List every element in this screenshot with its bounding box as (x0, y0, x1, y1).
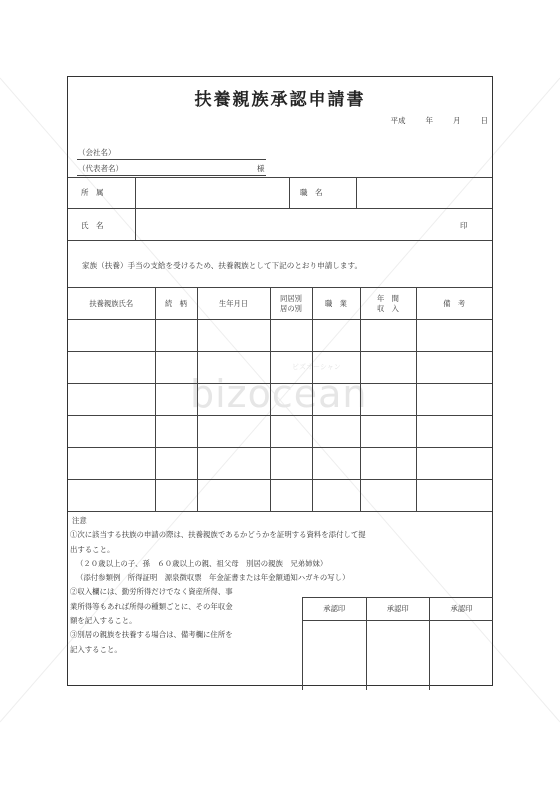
divider (289, 177, 290, 208)
representative-line[interactable] (77, 175, 266, 176)
approval-stamp-box[interactable] (366, 621, 430, 691)
table-cell[interactable] (416, 320, 492, 352)
column-header-remarks: 備 考 (416, 288, 492, 320)
table-cell[interactable] (68, 352, 155, 384)
notes-heading: 注意 (72, 516, 87, 525)
table-cell[interactable] (312, 416, 360, 448)
honorific: 様 (257, 164, 265, 173)
table-cell[interactable] (360, 448, 416, 480)
name-label: 氏 名 (81, 221, 104, 230)
department-label: 所 属 (81, 188, 104, 197)
table-row (68, 480, 492, 512)
table-cell[interactable] (197, 480, 270, 512)
column-header-occupation: 職 業 (312, 288, 360, 320)
approval-stamps-table (302, 597, 493, 690)
table-cell[interactable] (155, 480, 197, 512)
table-cell[interactable] (155, 448, 197, 480)
company-line[interactable] (77, 159, 266, 160)
table-cell[interactable] (270, 384, 312, 416)
table-cell[interactable] (270, 352, 312, 384)
position-field[interactable] (357, 178, 491, 208)
approval-stamp-label: 承認印 (430, 598, 494, 621)
dependents-table (68, 287, 492, 512)
company-label: （会社名） (78, 148, 116, 157)
note-line: 額を記入すること。 (70, 616, 137, 626)
date-day: 日 (480, 116, 488, 125)
table-header-row (68, 288, 492, 320)
table-row (68, 320, 492, 352)
table-cell[interactable] (416, 352, 492, 384)
table-row (68, 384, 492, 416)
note-line: （２０歳以上の子、孫 ６０歳以上の親、祖父母 別居の親族 兄弟姉妹） (76, 558, 328, 568)
approval-stamp-label: 承認印 (366, 598, 430, 621)
department-field[interactable] (136, 178, 289, 208)
table-cell[interactable] (197, 352, 270, 384)
date-year: 年 (425, 116, 433, 125)
table-cell[interactable] (360, 352, 416, 384)
note-line: 業所得等もあれば所得の種類ごとに、その年収金 (70, 601, 233, 611)
application-date (391, 115, 489, 126)
approval-stamp-label: 承認印 (303, 598, 367, 621)
table-cell[interactable] (197, 384, 270, 416)
date-era: 平成 (390, 116, 406, 125)
table-cell[interactable] (197, 416, 270, 448)
form-title: 扶養親族承認申請書 (194, 90, 366, 110)
note-line: 記入すること。 (70, 644, 122, 654)
intro-text: 家族（扶養）手当の支給を受けるため、扶養親族として下記のとおり申請します。 (82, 261, 363, 270)
table-cell[interactable] (270, 448, 312, 480)
watermark-subtext: ビズオーシャン (292, 363, 341, 371)
table-cell[interactable] (312, 352, 360, 384)
table-cell[interactable] (416, 416, 492, 448)
approval-header-row (303, 598, 494, 621)
representative-label: （代表者名） (78, 164, 123, 173)
seal-mark: 印 (460, 221, 468, 230)
watermark-logo: bizocean (190, 372, 368, 416)
table-cell[interactable] (360, 416, 416, 448)
column-header-name: 扶養親族氏名 (68, 288, 155, 320)
position-label: 職 名 (300, 188, 323, 197)
table-cell[interactable] (270, 416, 312, 448)
table-cell[interactable] (270, 480, 312, 512)
table-cell[interactable] (312, 448, 360, 480)
table-cell[interactable] (155, 384, 197, 416)
note-line: 出すること。 (70, 544, 115, 554)
table-cell[interactable] (416, 384, 492, 416)
date-month: 月 (453, 116, 461, 125)
table-cell[interactable] (68, 416, 155, 448)
table-row (68, 416, 492, 448)
table-cell[interactable] (312, 320, 360, 352)
column-header-cohabitation: 同居別 居の別 (270, 288, 312, 320)
note-line: ②収入欄には、勤労所得だけでなく資産所得、事 (70, 587, 233, 597)
table-cell[interactable] (68, 320, 155, 352)
approval-stamp-box[interactable] (430, 621, 494, 691)
table-row (68, 352, 492, 384)
table-cell[interactable] (312, 384, 360, 416)
column-header-annual-income: 年 間 収 入 (360, 288, 416, 320)
note-line: （添付参類例 所得証明 源泉徴収票 年金証書または年金額通知ハガキの写し） (76, 573, 350, 583)
table-cell[interactable] (155, 320, 197, 352)
application-form (67, 76, 493, 686)
table-cell[interactable] (68, 448, 155, 480)
table-cell[interactable] (360, 480, 416, 512)
column-header-birthdate: 生年月日 (197, 288, 270, 320)
note-line: ③別居の親族を扶養する場合は、備考欄に住所を (70, 630, 233, 640)
table-row (68, 448, 492, 480)
table-cell[interactable] (416, 480, 492, 512)
approval-stamp-row (303, 621, 494, 691)
approval-stamp-box[interactable] (303, 621, 367, 691)
column-header-relation: 続 柄 (155, 288, 197, 320)
table-cell[interactable] (416, 448, 492, 480)
table-cell[interactable] (360, 384, 416, 416)
table-cell[interactable] (68, 480, 155, 512)
table-cell[interactable] (197, 320, 270, 352)
table-cell[interactable] (68, 384, 155, 416)
table-cell[interactable] (155, 416, 197, 448)
table-cell[interactable] (270, 320, 312, 352)
table-cell[interactable] (312, 480, 360, 512)
note-line: ①次に該当する扶族の申請の際は、扶養親族であるかどうかを証明する資料を添付して提 (70, 530, 366, 540)
name-field[interactable] (136, 209, 456, 240)
table-cell[interactable] (155, 352, 197, 384)
table-cell[interactable] (197, 448, 270, 480)
divider (68, 240, 492, 241)
table-cell[interactable] (360, 320, 416, 352)
